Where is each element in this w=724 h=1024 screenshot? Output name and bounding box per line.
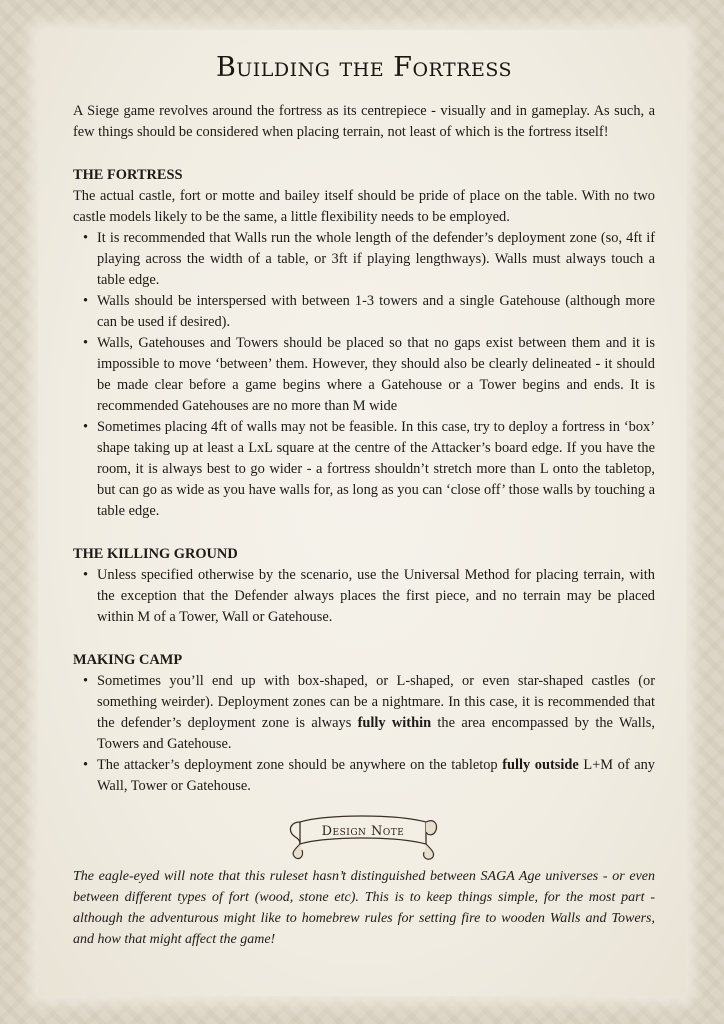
bullet-text: the area encompassed by the Walls, Towers and Gatehouse. (97, 715, 655, 752)
bullet-text: The attacker’s deployment zone should be anywhere on the tabletop (97, 757, 503, 773)
intro-paragraph: A Siege game revolves around the fortress as its centrepiece - visually and in gameplay. As such, a few things should be considered when placing terrain, not least of which is the fortress itself! (73, 103, 655, 140)
bold-phrase-fully-within: fully within (357, 715, 432, 731)
section-heading-fortress: THE FORTRESS (73, 167, 183, 183)
list-item (97, 671, 655, 755)
making-camp-bullet-list (73, 671, 655, 797)
page-title: Building the Fortress (215, 52, 513, 83)
bullet-text: Sometimes you’ll end up with box-shaped, or L-shaped, or even star-shaped castles (or something weirder). Deployment zones can be a nightmare. In this case, it is recommended that the defender’s deployment zone is always (97, 673, 655, 731)
bold-phrase-fully-outside: fully outside (502, 757, 579, 773)
bullet-text: L+M of any Wall, Tower or Gatehouse. (97, 757, 656, 794)
design-note-text: The eagle-eyed will note that this ruleset hasn’t distinguished between SAGA Age universes - or even between different types of fort (wood, stone etc). This is to keep things simple, for the most part - although the adventurous might like to homebrew rules for setting fire to wooden Walls and Towers, and how that might affect the game! (73, 869, 655, 947)
list-item (97, 755, 655, 797)
fortress-bullet-list (73, 228, 655, 522)
section-description-fortress: The actual castle, fort or motte and bailey itself should be pride of place on the table. With no two castle models likely to be the same, a little flexibility needs to be employed. (73, 188, 655, 225)
page-content (73, 52, 655, 819)
killing-ground-bullet-list (73, 565, 655, 628)
section-heading-making-camp: MAKING CAMP (73, 652, 183, 668)
list-item: • It is recommended that Walls run the whole length of the defender’s deployment zone (so, 4ft if playing across the width of a table, or 3ft if playing lengthways). Walls must always touch a table edge. (97, 228, 655, 291)
list-item: • Walls should be interspersed with between 1-3 towers and a single Gatehouse (although more can be used if desired). (97, 291, 655, 333)
list-item: • Walls, Gatehouses and Towers should be placed so that no gaps exist between them and it is impossible to move ‘between’ them. However, they should also be clearly delineated - it should be made clear before a game begins where a Gatehouse or a Tower begins and ends. It is recommended Gatehouses are no more than M wide (97, 333, 655, 417)
design-note-label: Design Note (321, 824, 405, 839)
section-heading-killing-ground: THE KILLING GROUND (73, 546, 238, 562)
list-item: • Sometimes placing 4ft of walls may not be feasible. In this case, try to deploy a fortress in ‘box’ shape taking up at least a LxL square at the centre of the Attacker’s board edge. If you have the room, it is always best to go wider - a fortress shouldn’t stretch more than L onto the tabletop, but can go as wide as you have walls for, as long as you can ‘close off’ those walls by touching a table edge. (97, 417, 655, 522)
design-note-banner (286, 810, 440, 862)
list-item: • Unless specified otherwise by the scenario, use the Universal Method for placing terrain, with the exception that the Defender always places the first piece, and no terrain may be placed within M of a Tower, Wall or Gatehouse. (97, 565, 655, 628)
